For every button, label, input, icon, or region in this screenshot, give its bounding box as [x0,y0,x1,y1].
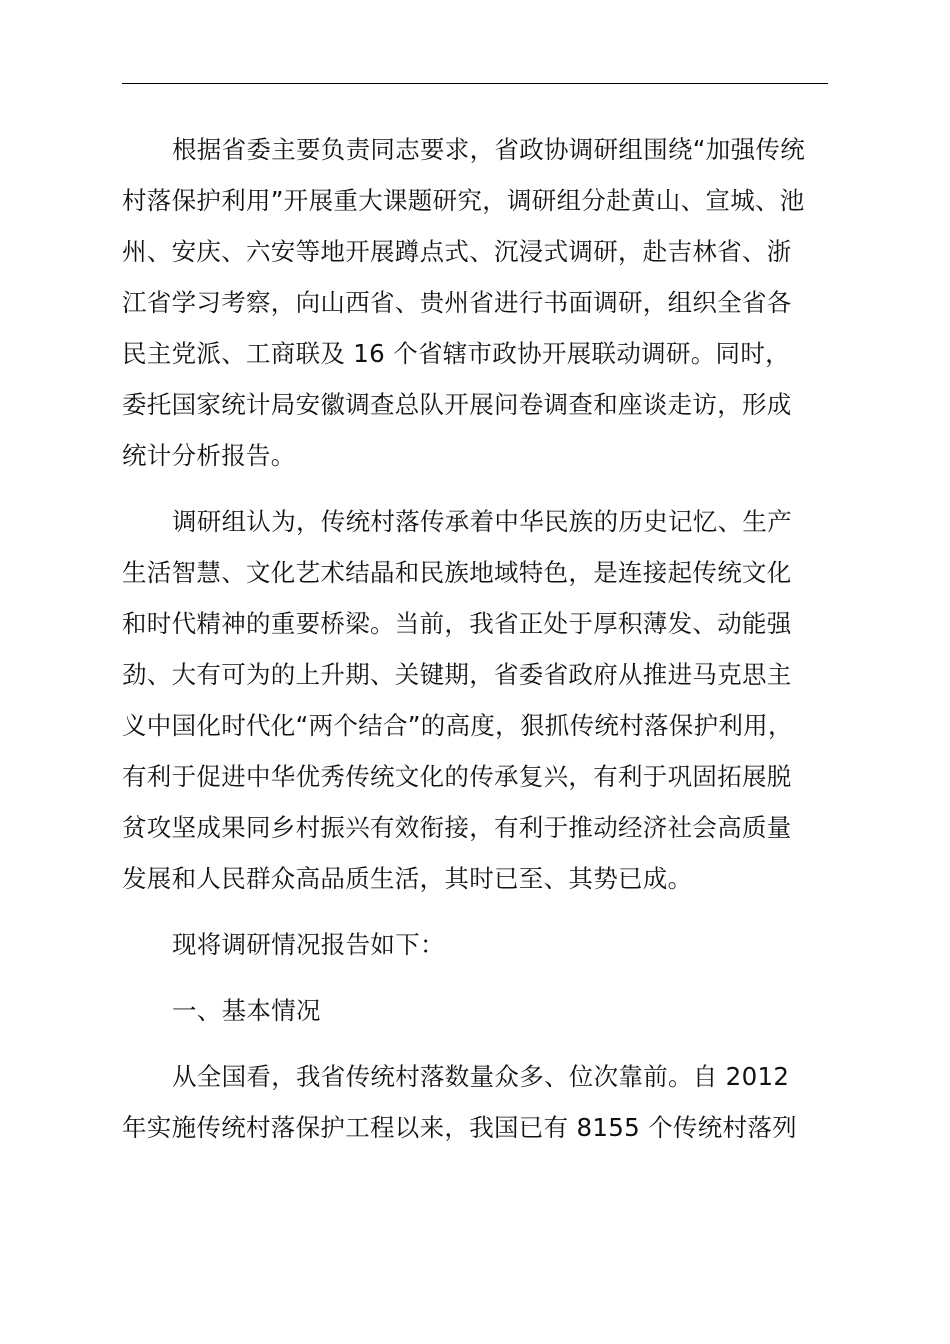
text-line: 从全国看，我省传统村落数量众多、位次靠前。自 2012 [172,1062,790,1091]
header-rule [122,83,828,84]
text-line: 村落保护利用”开展重大课题研究，调研组分赴黄山、宣城、池 [122,186,805,215]
text-line: 调研组认为，传统村落传承着中华民族的历史记忆、生产 [172,507,792,536]
text-line: 和时代精神的重要桥梁。当前，我省正处于厚积薄发、动能强 [122,609,792,638]
text-line: 现将调研情况报告如下： [172,930,445,959]
paragraph-report-intro [122,919,828,970]
text-line: 贫攻坚成果同乡村振兴有效衔接，有利于推动经济社会高质量 [122,813,792,842]
text-line: 发展和人民群众高品质生活，其时已至、其势已成。 [122,864,693,893]
paragraph-significance [122,496,828,904]
text-line: 生活智慧、文化艺术结晶和民族地域特色，是连接起传统文化 [122,558,792,587]
text-line: 有利于促进中华优秀传统文化的传承复兴，有利于巩固拓展脱 [122,762,792,791]
paragraph-research-overview [122,124,828,481]
text-line: 民主党派、工商联及 16 个省辖市政协开展联动调研。同时， [122,339,790,368]
section-heading-basic-situation [122,985,828,1036]
section-heading: 一、基本情况 [172,996,321,1025]
text-line: 义中国化时代化“两个结合”的高度，狠抓传统村落保护利用， [122,711,793,740]
text-line: 劲、大有可为的上升期、关键期，省委省政府从推进马克思主 [122,660,792,689]
text-line: 江省学习考察，向山西省、贵州省进行书面调研，组织全省各 [122,288,792,317]
paragraph-national-overview [122,1051,828,1153]
text-line: 委托国家统计局安徽调查总队开展问卷调查和座谈走访，形成 [122,390,792,419]
text-line: 统计分析报告。 [122,441,296,470]
text-line: 州、安庆、六安等地开展蹲点式、沉浸式调研，赴吉林省、浙 [122,237,792,266]
text-line: 年实施传统村落保护工程以来，我国已有 8155 个传统村落列 [122,1113,797,1142]
document-body [122,124,828,1153]
text-line: 根据省委主要负责同志要求，省政协调研组围绕“加强传统 [172,135,805,164]
